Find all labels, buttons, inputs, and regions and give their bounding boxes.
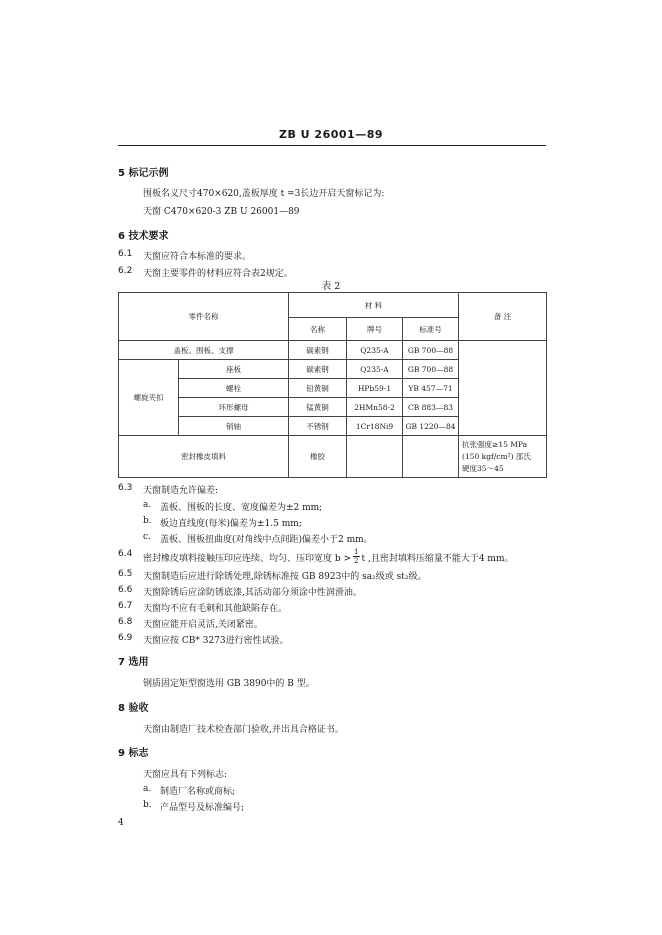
table-cell-material: 不锈钢 (289, 417, 347, 436)
section-5-line-1: 围板名义尺寸470×620,盖板厚度 t =3长边开启天窗标记为: (143, 189, 385, 199)
note-line: (150 kgf/cm²) 邵氏 (462, 451, 531, 461)
item-6-2-number: 6.2 (118, 266, 133, 276)
item-6-8-number: 6.8 (118, 617, 133, 627)
table-cell-standard: GB 1220—84 (403, 417, 459, 436)
section-5-line-2: 天窗 C470×620-3 ZB U 26001—89 (143, 207, 300, 217)
fraction-denominator: 2 (354, 557, 359, 565)
table-cell-grade: Q235-A (347, 341, 403, 360)
table-cell-standard: YB 457—71 (403, 379, 459, 398)
table-cell-part: 密封橡皮填料 (119, 436, 289, 478)
table-cell-group: 螺旋夹扣 (119, 360, 179, 436)
table-cell-material: 碳素钢 (289, 341, 347, 360)
material-table (118, 292, 547, 478)
section-9-a-label: a. (143, 784, 152, 794)
header-material-standard: 标准号 (403, 318, 459, 341)
section-6-title: 6 技术要求 (118, 231, 169, 242)
fraction-numerator: 1 (354, 548, 359, 556)
item-6-3-number: 6.3 (118, 483, 133, 493)
section-9-text: 天窗应具有下列标志: (143, 770, 228, 780)
item-6-6-number: 6.6 (118, 585, 133, 595)
table-cell-subpart: 座板 (179, 360, 289, 379)
table-cell-subpart: 销轴 (179, 417, 289, 436)
header-rule (118, 145, 546, 146)
table-cell-standard (403, 436, 459, 478)
header-part-name: 零件名称 (119, 293, 289, 341)
table-cell-grade: Q235-A (347, 360, 403, 379)
item-6-5-number: 6.5 (118, 569, 133, 579)
item-6-7-number: 6.7 (118, 601, 133, 611)
table-cell-grade: HPb59-1 (347, 379, 403, 398)
item-6-3-a-label: a. (143, 500, 152, 510)
item-6-4-number: 6.4 (118, 549, 133, 559)
table-cell-subpart: 环形螺母 (179, 398, 289, 417)
item-6-8-text: 天窗应能开启灵活,关闭紧密。 (143, 620, 263, 630)
table-cell-standard: GB 700—88 (403, 360, 459, 379)
table-cell-material: 橡胶 (289, 436, 347, 478)
note-line: 硬度35～45 (462, 463, 504, 473)
table-row (119, 360, 547, 379)
section-7-title: 7 选用 (118, 657, 149, 668)
item-6-3-text: 天窗制造允许偏差: (143, 486, 219, 496)
item-6-5-text: 天窗制造后应进行除锈处理,除锈标准按 GB 8923中的 sa₂级或 st₂级。 (143, 572, 427, 582)
standard-code-header: ZB U 26001—89 (278, 128, 384, 141)
table-cell-standard: GB 700—88 (403, 341, 459, 360)
header-note: 备 注 (459, 293, 547, 341)
item-6-3-b-label: b. (143, 516, 152, 526)
section-8-title: 8 验收 (118, 703, 149, 714)
item-6-1-number: 6.1 (118, 249, 133, 259)
item-6-3-c-label: c. (143, 532, 151, 542)
header-material-name: 名称 (289, 318, 347, 341)
item-6-3-c-text: 盖板、围板扭曲度(对角线中点间距)偏差小于2 mm。 (160, 535, 373, 545)
item-6-3-b-text: 板边直线度(每米)偏差为±1.5 mm; (160, 519, 302, 529)
table-cell-material: 碳素钢 (289, 360, 347, 379)
section-9-a-text: 制造厂名称或商标; (160, 787, 236, 797)
page-number: 4 (118, 818, 124, 828)
table-cell-material: 锰黄铜 (289, 398, 347, 417)
header-material: 材 料 (289, 293, 459, 318)
table-cell-note (459, 436, 547, 478)
section-9-title: 9 标志 (118, 748, 149, 759)
item-6-4-pre: 密封橡皮填料接触压印应连续、均匀、压印宽度 b > (143, 554, 352, 564)
table-cell-note (459, 341, 547, 360)
section-5-title: 5 标记示例 (118, 168, 169, 179)
table-cell-subpart: 螺栓 (179, 379, 289, 398)
table-cell-grade: 1Cr18Ni9 (347, 417, 403, 436)
section-7-text: 钢质固定矩型窗选用 GB 3890中的 B 型。 (143, 679, 315, 689)
note-line: 抗张强度≥15 MPa (462, 439, 528, 449)
item-6-9-number: 6.9 (118, 633, 133, 643)
header-material-grade: 牌号 (347, 318, 403, 341)
table-cell-part: 盖板、围板、支撑 (119, 341, 289, 360)
section-9-b-label: b. (143, 800, 152, 810)
table-row (119, 436, 547, 478)
item-6-2-text: 天窗主要零件的材料应符合表2规定。 (143, 269, 293, 279)
fraction (353, 548, 359, 565)
table-cell-standard: CB 883—83 (403, 398, 459, 417)
table-2-caption: 表 2 (321, 281, 341, 292)
item-6-6-text: 天窗除锈后应涂防锈底漆,其活动部分须涂中性润滑油。 (143, 588, 362, 598)
table-cell-grade: 2HMn58-2 (347, 398, 403, 417)
item-6-9-text: 天窗应按 CB* 3273进行密性试验。 (143, 636, 289, 646)
section-8-text: 天窗由制造厂技术检查部门验收,并出具合格证书。 (143, 725, 344, 735)
section-9-b-text: 产品型号及标准编号; (160, 803, 245, 813)
item-6-4-text (143, 549, 514, 566)
table-cell-grade (347, 436, 403, 478)
item-6-1-text: 天窗应符合本标准的要求。 (143, 252, 252, 262)
table-row (119, 341, 547, 360)
item-6-7-text: 天窗均不应有毛刺和其他缺陷存在。 (143, 604, 288, 614)
item-6-4-post: t ,且密封填料压缩量不能大于4 mm。 (361, 554, 514, 564)
table-cell-material: 铅黄铜 (289, 379, 347, 398)
item-6-3-a-text: 盖板、围板的长度、宽度偏差为±2 mm; (160, 503, 323, 513)
table-cell-note (459, 360, 547, 436)
